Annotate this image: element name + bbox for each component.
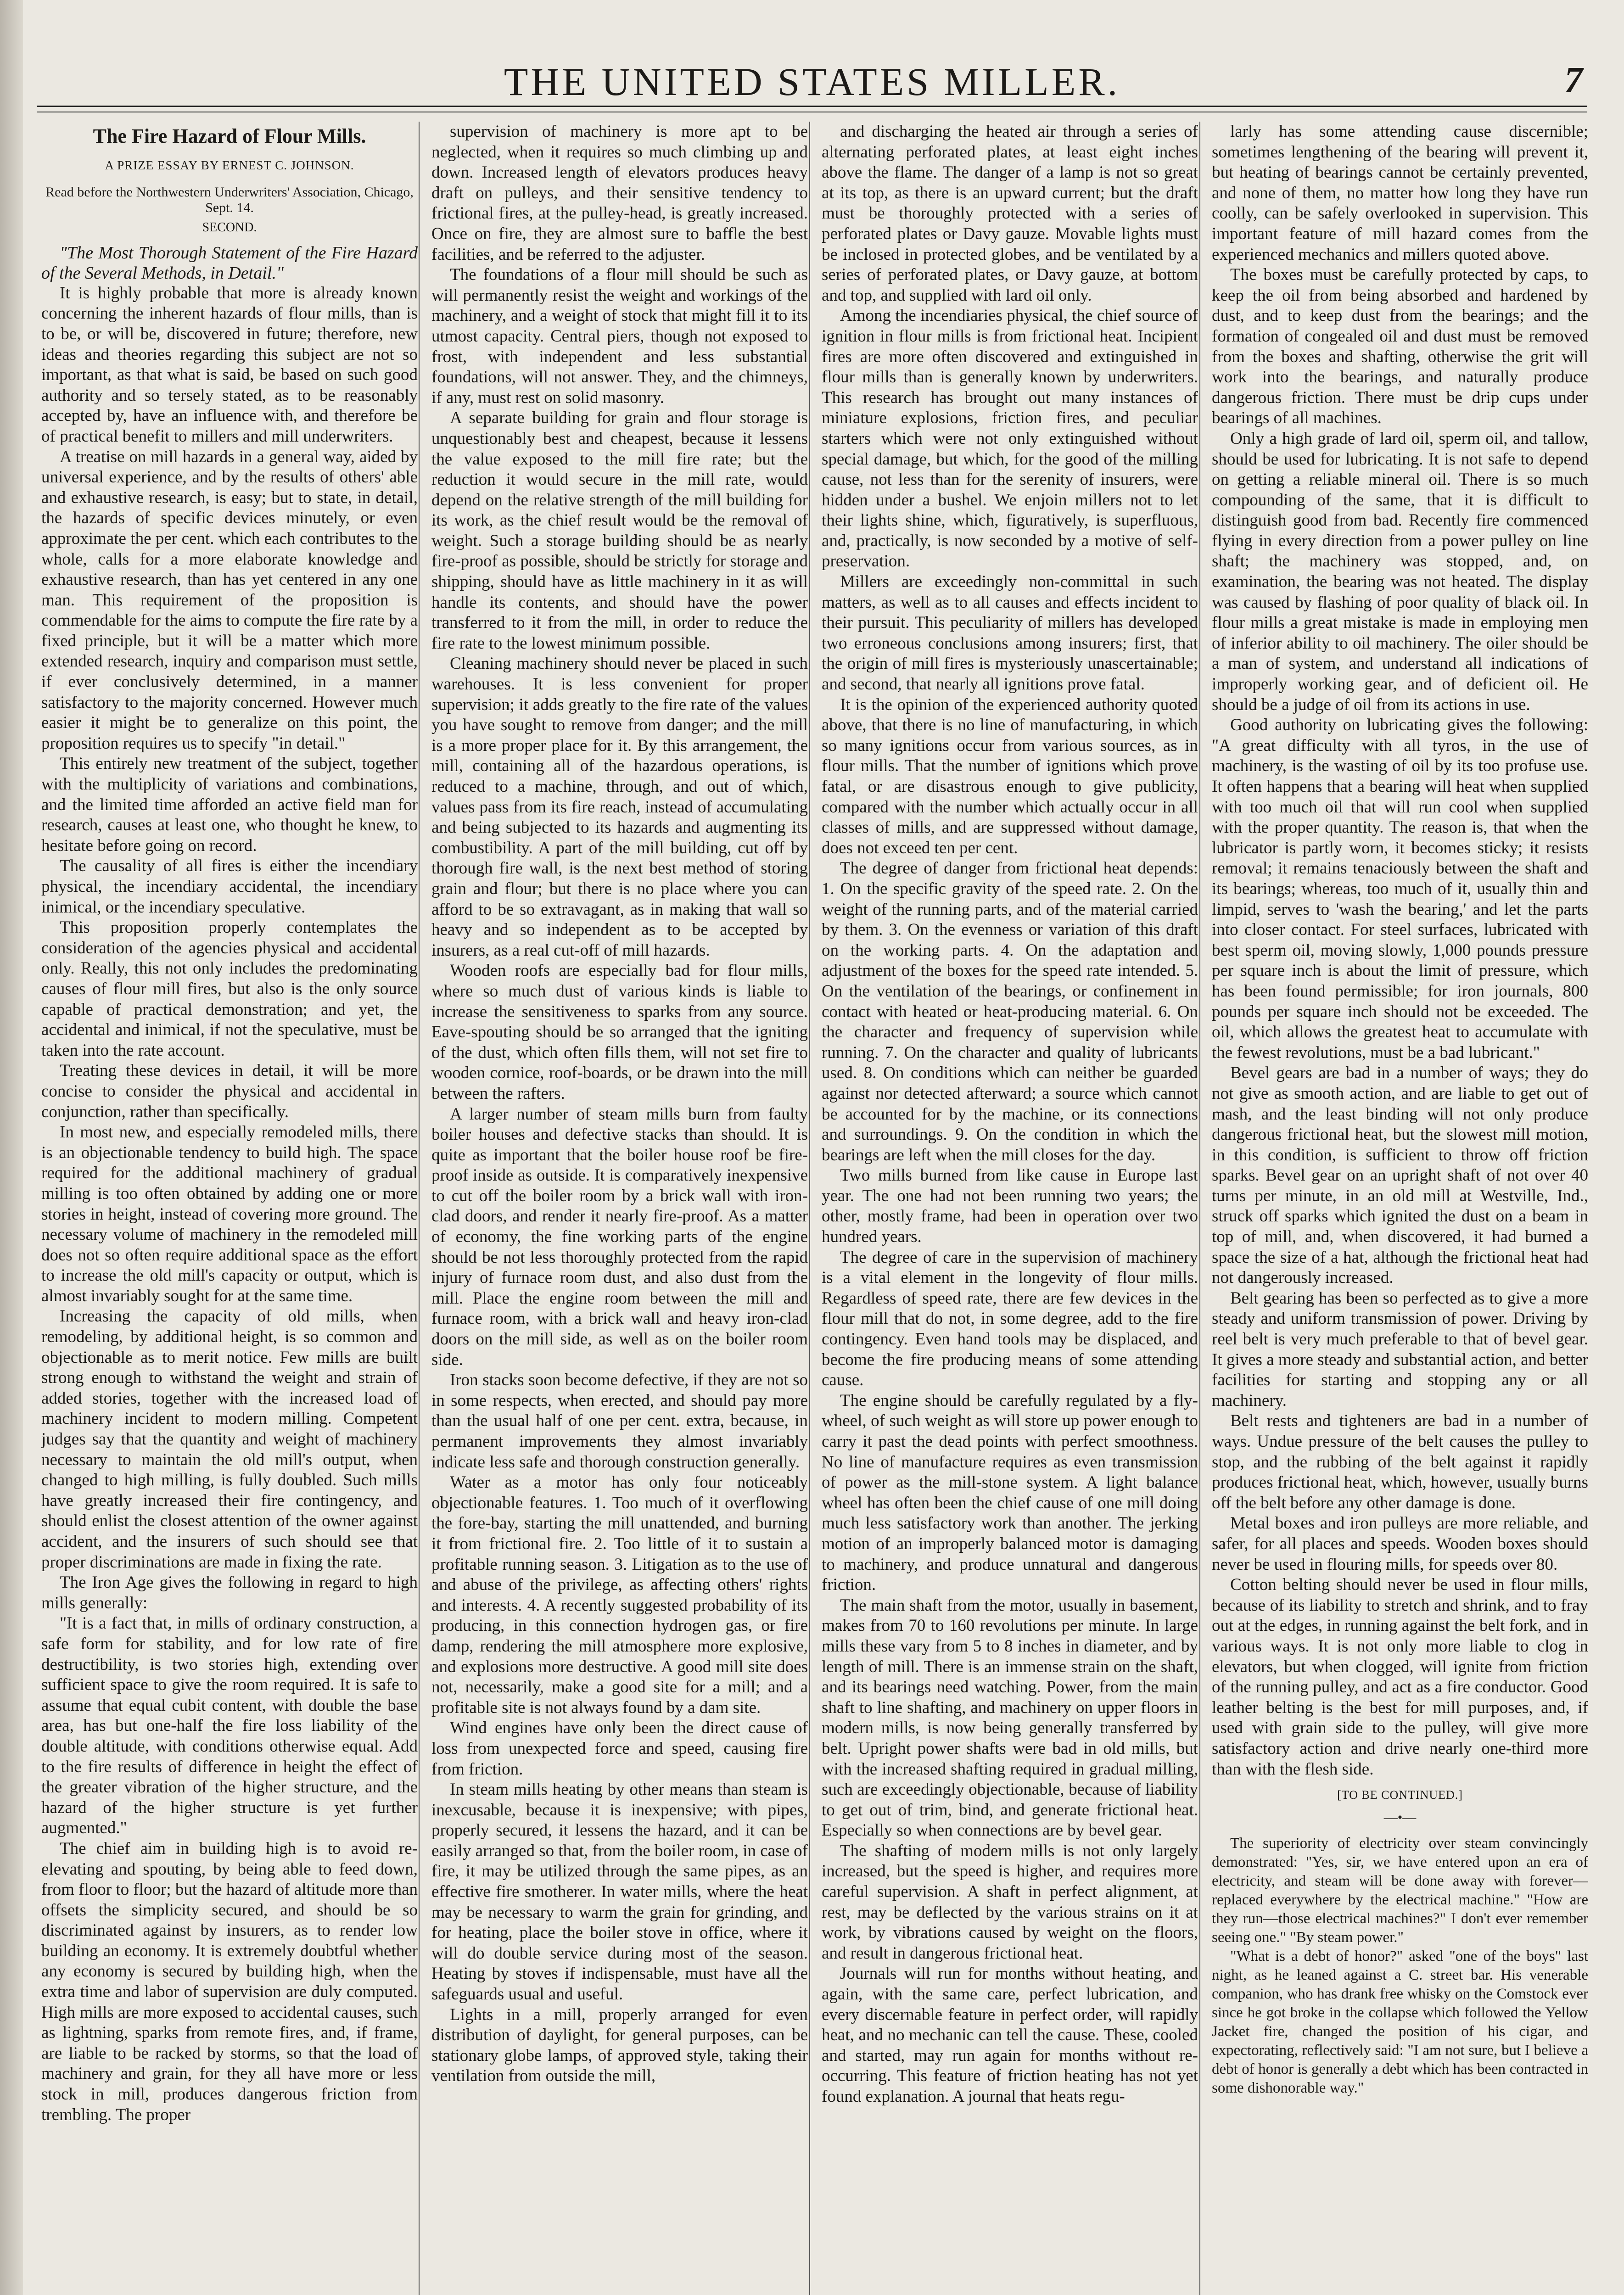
paragraph: A larger number of steam mills burn from faulty boiler houses and defective stacks than should. It is quite as important that the boiler house roof be fire-proof inside as outside. It is comparatively inexpensive to cut off the boiler room by a brick wall with iron-clad doors, and render it nearly fire-proof. As a matter of economy, the fine working parts of the engine should be not less thoroughly protected from the rapid injury of furnace room dust, and also dust from the mill. Place the engine room between the mill and furnace room, with a brick wall and heavy iron-clad doors on the mill side, as well as on the boiler room side. bbox=[431, 1104, 808, 1369]
paragraph: The degree of care in the supervision of machinery is a vital element in the longevity of flour mills. Regardless of speed rate, there are few devices in the flour mill that do not, in some degree, add to the fire contingency. Even hand tools may be displaced, and become the fire producing means of some attending cause. bbox=[822, 1248, 1198, 1390]
paragraph: Lights in a mill, properly arranged for even distribution of daylight, for general purposes, can be stationary globe lamps, of approved style, taking their ventilation from outside the mill, bbox=[431, 2005, 808, 2086]
paragraph: This proposition properly contemplates the consideration of the agencies physical and accidental only. Really, this not only includes the predominating causes of flour mill fires, but also is the only source capable of practical demonstration; and yet, the accidental and inimical, if not the speculative, must be taken into the rate account. bbox=[41, 918, 418, 1060]
paragraph: Cleaning machinery should never be placed in such warehouses. It is less convenient for proper supervision; it adds greatly to the fire rate of the values you have sought to remove from danger; and the mill is a more proper place for it. By this arrangement, the mill, containing all of the hazardous operations, is reduced to a machine, through, and out of which, values pass from its fire reach, instead of accumulating and being subjected to its hazards and augmenting its combustibility. A part of the mill building, cut off by thorough fire wall, is the next best method of storing grain and flour; but there is no place where you can afford to be so extravagant, as in making that wall so heavy and so independent as to be accepted by insurers, as a real cut-off of mill hazards. bbox=[431, 654, 808, 960]
column-2 bbox=[431, 122, 808, 2295]
paragraph: A separate building for grain and flour storage is unquestionably best and cheapest, because it lessens the value exposed to the mill fire rate; but the reduction it would secure in the mill rate, would depend on the relative strength of the mill building for its work, as the chief result would be the removal of weight. Such a storage building should be as nearly fire-proof as possible, should be strictly for storage and shipping, should have as little machinery in it as will handle its contents, and should have the power transferred to it from the mill, in order to reduce the fire rate to the lowest minimum possible. bbox=[431, 409, 808, 653]
paragraph: Wind engines have only been the direct cause of loss from unexpected force and speed, causing fire from friction. bbox=[431, 1718, 808, 1779]
paragraph: Water as a motor has only four noticeably objectionable features. 1. Too much of it overflowing the fore-bay, starting the mill unattended, and burning it from frictional fire. 2. Too little of it to sustain a profitable running season. 3. Litigation as to the use of and abuse of the privilege, as affecting others' rights and interests. 4. A recently suggested probability of its producing, in this connection hydrogen gas, or fire damp, rendering the mill atmosphere more explosive, and explosions more destructive. A good mill site does not, necessarily, make a good site for a mill; and a profitable site is not always found by a dam site. bbox=[431, 1473, 808, 1717]
paragraph: Belt rests and tighteners are bad in a number of ways. Undue pressure of the belt causes the pulley to stop, and the rubbing of the belt against it rapidly produces frictional heat, which, however, usually burns off the belt before any other damage is done. bbox=[1212, 1411, 1588, 1512]
article-byline: A PRIZE ESSAY BY ERNEST C. JOHNSON. bbox=[105, 158, 354, 172]
paragraph: "It is a fact that, in mills of ordinary construction, a safe form for stability, and for low rate of fire destructibility, is two stories high, extending over sufficient space to give the room required. It is safe to assume that equal cubit content, with double the base area, has but one-half the fire loss liability of the double altitude, with conditions otherwise equal. Add to the fire results of difference in height the effect of the greater vibration of the higher structure, and the hazard of the higher structure is yet further augmented." bbox=[41, 1614, 418, 1838]
paragraph: This entirely new treatment of the subject, together with the multiplicity of variations and combinations, and the limited time afforded an active field man for research, causes at least one, who thought he knew, to hesitate before going on record. bbox=[41, 754, 418, 855]
paragraph: Among the incendiaries physical, the chief source of ignition in flour mills is from frictional heat. Incipient fires are more often discovered and extinguished in flour mills than is generally known by underwriters. This research has brought out many instances of miniature explosions, friction fires, and peculiar starters which were not only extinguished without special damage, but which, for the good of the milling cause, not less than for the serenity of insurers, were hidden under a bushel. We enjoin millers not to let their lights shine, which, figuratively, is superfluous, and, practically, is now seconded by a motive of self-preservation. bbox=[822, 306, 1198, 571]
paragraph: Metal boxes and iron pulleys are more reliable, and safer, for all places and speeds. Wooden boxes should never be used in flouring mills, for speeds over 80. bbox=[1212, 1514, 1588, 1574]
column-3 bbox=[822, 122, 1198, 2295]
masthead bbox=[37, 55, 1587, 107]
paragraph: The engine should be carefully regulated by a fly-wheel, of such weight as will store up power enough to carry it past the dead points with perfect smoothness. No line of manufacture requires as even transmission of power as the mill-stone system. A light balance wheel has often been the chief cause of one mill doing much less satisfactory work than another. The jerking motion of an improperly balanced motor is damaging to machinery, and produce unnatural and dangerous friction. bbox=[822, 1391, 1198, 1595]
paragraph: Good authority on lubricating gives the following: "A great difficulty with all tyros, in the use of machinery, is the wasting of oil by its too profuse use. It often happens that a bearing will heat when supplied with too much oil that will run cool when supplied with the proper quantity. The reason is, that when the lubricator is partly worn, it becomes sticky; it resists removal; it remains tenaciously between the shaft and its bearings; whereas, too much of it, usually thin and limpid, serves to 'wash the bearing,' and let the parts into closer contact. For steel surfaces, lubricated with best sperm oil, moving slowly, 1,000 pounds pressure per square inch is about the limit of pressure, which has been found permissible; for iron journals, 800 pounds per square inch should not be exceeded. The oil, which allows the greatest heat to accumulate with the fewest revolutions, must be a bad lubricant." bbox=[1212, 716, 1588, 1062]
to-be-continued: [TO BE CONTINUED.] bbox=[1337, 1788, 1463, 1802]
paragraph: Two mills burned from like cause in Europe last year. The one had not been running two years; the other, mostly frame, had been in operation over two hundred years. bbox=[822, 1166, 1198, 1247]
paragraph: A treatise on mill hazards in a general way, aided by universal experience, and by the results of others' able and exhaustive research, is easy; but to state, in detail, the hazards of specific devices minutely, or even approximate the per cent. which each contributes to the whole, calls for a more elaborate knowledge and exhaustive research, than has yet centered in any one man. This requirement of the proposition is commendable for the aims to compute the fire rate by a fixed principle, but it will be a matter which more extended research, inquiry and comparison must settle, if ever conclusively determined, in a manner satisfactory to the majority concerned. However much easier it might be to generalize on this point, the proposition requires us to specify "in detail." bbox=[41, 447, 418, 753]
paragraph: The main shaft from the motor, usually in basement, makes from 70 to 160 revolutions per minute. In large mills these vary from 5 to 8 inches in diameter, and by length of mill. There is an immense strain on the shaft, and its bearings need watching. Power, from the main shaft to line shafting, and machinery on upper floors in modern mills, is now being generally transferred by belt. Upright power shafts were bad in old mills, but with the increased shafting required in gradual milling, such are exceedingly objectionable, because of liability to get out of trim, bind, and generate frictional heat. Especially so when connections are by bevel gear. bbox=[822, 1595, 1198, 1840]
paragraph: The foundations of a flour mill should be such as will permanently resist the weight and workings of the machinery, and a weight of stock that might fill it to its utmost capacity. Central piers, though not exposed to frost, with independent and less substantial foundations, will not answer. They, and the chimneys, if any, must rest on solid masonry. bbox=[431, 265, 808, 407]
column-4 bbox=[1212, 122, 1588, 2295]
paragraph: Only a high grade of lard oil, sperm oil, and tallow, should be used for lubricating. It is not safe to depend on getting a reliable mineral oil. There is so much compounding of the same, that it is difficult to distinguish good from bad. Recently fire commenced flying in every direction from a power pulley on line shaft; the machinery was stopped, and, on examination, the bearing was not heated. The display was caused by flashing of poor quality of black oil. In flour mills a great mistake is made in employing men of inferior ability to oil machinery. The oiler should be a man of system, and understand all indications of improperly working gear, and of deficient oil. He should be a judge of oil from its actions in use. bbox=[1212, 429, 1588, 714]
newspaper-title: THE UNITED STATES MILLER. bbox=[504, 60, 1120, 104]
paragraph: and discharging the heated air through a series of alternating perforated plates, at least eight inches above the flame. The danger of a lamp is not so great at its top, as there is an upward current; but the draft must be thoroughly protected with a series of perforated plates or Davy gauze. Movable lights must be inclosed in protected globes, and be ventilated by a series of perforated plates, or Davy gauze, at bottom and top, and supplied with lard oil only. bbox=[822, 122, 1198, 305]
paragraph: The chief aim in building high is to avoid re-elevating and spouting, by being able to feed down, from floor to floor; but the hazard of altitude more than offsets the simplicity secured, and should be so discriminated against by insurers, as to render low building an economy. It is extremely doubtful whether any economy is secured by building high, when the extra time and labor of supervision are duly computed. High mills are more exposed to accidental causes, such as lightning, sparks from remote fires, and, if frame, are liable to be racked by storms, so that the load of machinery and grain, for they all have more or less stock in mill, produces dangerous friction from trembling. The proper bbox=[41, 1839, 418, 2124]
column-4-body bbox=[1212, 122, 1588, 1780]
article-subtitle: "The Most Thorough Statement of the Fire Hazard of the Several Methods, in Detail." bbox=[41, 243, 418, 283]
paragraph: The Iron Age gives the following in regard to high mills generally: bbox=[41, 1573, 418, 1612]
section-label: SECOND. bbox=[202, 220, 257, 235]
paragraph: It is highly probable that more is already known concerning the inherent hazards of flour mills, than is to be, or will be, discovered in future; therefore, new ideas and theories regarding this subject are not so important, as that what is said, be based on such good authority and so tersely stated, as to be reasonably accepted by, have an influence with, and therefore be of practical benefit to millers and mill underwriters. bbox=[41, 283, 418, 446]
column-3-body bbox=[822, 122, 1198, 2107]
paragraph: Journals will run for months without heating, and again, with the same care, perfect lubrication, and every discernable feature in perfect order, will rapidly heat, and no mechanic can tell the cause. These, cooled and started, may run again for months without re-occurring. This feature of friction heating has not yet found explanation. A journal that heats regu- bbox=[822, 1964, 1198, 2106]
column-1-body bbox=[41, 283, 418, 2125]
paragraph: Belt gearing has been so perfected as to give a more steady and uniform transmission of power. Driving by reel belt is very much preferable to that of bevel gear. It gives a more steady and substantial action, and better facilities for starting and stopping any or all machinery. bbox=[1212, 1288, 1588, 1410]
read-note: Read before the Northwestern Underwriters' Association, Chicago, Sept. 14. bbox=[45, 185, 414, 216]
paragraph: It is the opinion of the experienced authority quoted above, that there is no line of manufacturing, in which so many ignitions occur from various sources, as in flour mills. That the number of ignitions which prove fatal, or are disastrous enough to give publicity, compared with the number which actually occur in all classes of mills, and are suppressed without damage, does not exceed ten per cent. bbox=[822, 695, 1198, 857]
paragraph: In steam mills heating by other means than steam is inexcusable, because it is inexpensive; with pipes, properly secured, it lessens the hazard, and it can be easily arranged so that, from the boiler room, in case of fire, it may be utilized through the same pipes, as an effective fire smotherer. In water mills, where the heat may be necessary to warm the grain for grinding, and for heating, place the boiler stove in office, where it will do double service during most of the season. Heating by stoves if indispensable, must have all the safeguards usual and useful. bbox=[431, 1780, 808, 2004]
paragraph: The shafting of modern mills is not only largely increased, but the speed is higher, and requires more careful supervision. A shaft in perfect alignment, at rest, may be deflected by the various strains on it at work, by vibrations caused by weight on the floors, and result in dangerous frictional heat. bbox=[822, 1841, 1198, 1963]
article-columns bbox=[41, 122, 1588, 2295]
paragraph: Cotton belting should never be used in flour mills, because of its liability to stretch and shrink, and to fray out at the edges, in running against the belt fork, and in various ways. It is not only more liable to clog in elevators, but when clogged, will ignite from friction of the running pulley, and act as a fire conductor. Good leather belting is the best for mill purposes, and, if used with grain side to the pulley, will give more satisfactory action and drive nearly one-third more than with the flesh side. bbox=[1212, 1575, 1588, 1779]
paragraph: The superiority of electricity over steam convincingly demonstrated: "Yes, sir, we have entered upon an era of electricity, and steam will be done away with forever—replaced everywhere by the electrical machine." "How are they run—those electrical machines?" I don't ever remember seeing one." "By steam power." bbox=[1212, 1835, 1588, 1946]
paragraph: Millers are exceedingly non-committal in such matters, as well as to all causes and effects incident to their pursuit. This peculiarity of millers has developed two erroneous conclusions among insurers; first, that the origin of mill fires is mysteriously unascertainable; and second, that nearly all ignitions prove fatal. bbox=[822, 572, 1198, 694]
paragraph: The boxes must be carefully protected by caps, to keep the oil from being absorbed and hardened by dust, and to keep dust from the bearings; and the formation of congealed oil and dust must be removed from the boxes and shafting, otherwise the grit will work into the bearings, and naturally produce dangerous friction. There must be drip cups under bearings of all machines. bbox=[1212, 265, 1588, 428]
paragraph: larly has some attending cause discernible; sometimes lengthening of the bearing will prevent it, but heating of bearings cannot be certainly prevented, and none of them, no matter how long they have run coolly, can be safely overlooked in supervision. This important feature of mill hazard comes from the experienced mechanics and millers quoted above. bbox=[1212, 122, 1588, 264]
page-binding-shadow bbox=[0, 0, 23, 2295]
column-2-body bbox=[431, 122, 808, 2087]
paragraph: Increasing the capacity of old mills, when remodeling, by additional height, is so common and objectionable as to merit notice. Few mills are built strong enough to withstand the weight and strain of added stories, together with the increased load of machinery incident to modern milling. Competent judges say that the quantity and weight of machinery necessary to maintain the old mill's output, when changed to high milling, is fully doubled. Such mills have greatly increased their fire contingency, and should enlist the closest attention of the owner against accident, and the insurers of such should see that proper discriminations are made in fixing the rate. bbox=[41, 1307, 418, 1572]
article-title: The Fire Hazard of Flour Mills. bbox=[93, 125, 366, 147]
column-1 bbox=[41, 122, 418, 2295]
miscellany-body bbox=[1212, 1834, 1588, 2098]
paragraph: In most new, and especially remodeled mills, there is an objectionable tendency to build high. The space required for the additional machinery of gradual milling is too often obtained by adding one or more stories in height, instead of covering more ground. The necessary volume of machinery in the remodeled mill does not so often require additional space as the effort to increase the old mill's capacity or output, which is almost invariably sought for at the same time. bbox=[41, 1123, 418, 1305]
paragraph: The degree of danger from frictional heat depends: 1. On the specific gravity of the speed rate. 2. On the weight of the running parts, and of the material carried by them. 3. On the evenness or variation of this draft on the working parts. 4. On the adaptation and adjustment of the boxes for the speed rate intended. 5. On the ventilation of the bearings, or confinement in contact with heated or heat-producing material. 6. On the character and frequency of supervision while running. 7. On the character and quality of lubricants used. 8. On conditions which can neither be guarded against nor detected afterward; a source which cannot be accounted for by the machine, or its connections and surroundings. 9. On the condition in which the bearings are left when the mill closes for the day. bbox=[822, 859, 1198, 1164]
section-ornament: —•— bbox=[1383, 1809, 1417, 1825]
paragraph: "What is a debt of honor?" asked "one of the boys" last night, as he leaned against a C. street bar. His venerable companion, who has drank free whisky on the Comstock ever since he got broke in the collapse which followed the Yellow Jacket fire, changed the position of his cigar, and expectorating, reflectively said: "I am not sure, but I believe a debt of honor is generally a debt which has been contracted in some dishonorable way." bbox=[1212, 1948, 1588, 2097]
paragraph: Bevel gears are bad in a number of ways; they do not give as smooth action, and are liable to get out of mash, and the least binding will not only produce dangerous frictional heat, but the slowest mill motion, in this condition, is sufficient to throw off friction sparks. Bevel gear on an upright shaft of not over 40 turns per minute, in an old mill at Westville, Ind., struck off sparks which ignited the dust on a beam in top of mill, and, when discovered, it had burned a space the size of a hat, although the frictional heat had not dangerously increased. bbox=[1212, 1064, 1588, 1287]
paragraph: Treating these devices in detail, it will be more concise to consider the physical and accidental in conjunction, rather than specifically. bbox=[41, 1061, 418, 1121]
paragraph: Iron stacks soon become defective, if they are not so in some respects, when erected, and should pay more than the usual half of one per cent. extra, because, in permanent improvements they almost invariably indicate less safe and thorough construction generally. bbox=[431, 1371, 808, 1472]
paragraph: supervision of machinery is more apt to be neglected, when it requires so much climbing up and down. Increased length of elevators produces heavy draft on pulleys, and their sensitive tendency to frictional fires, at the pulley-head, is greatly increased. Once on fire, they are almost sure to baffle the best facilities, and be referred to the adjuster. bbox=[431, 122, 808, 264]
paragraph: Wooden roofs are especially bad for flour mills, where so much dust of various kinds is liable to increase the sensitiveness to sparks from any source. Eave-spouting should be so arranged that the igniting of the dust, which often fills them, will not set fire to wooden cornice, roof-boards, or be drawn into the mill between the rafters. bbox=[431, 961, 808, 1103]
page-number: 7 bbox=[1564, 60, 1583, 101]
paragraph: The causality of all fires is either the incendiary physical, the incendiary accidental, the incendiary inimical, or the incendiary speculative. bbox=[41, 856, 418, 917]
